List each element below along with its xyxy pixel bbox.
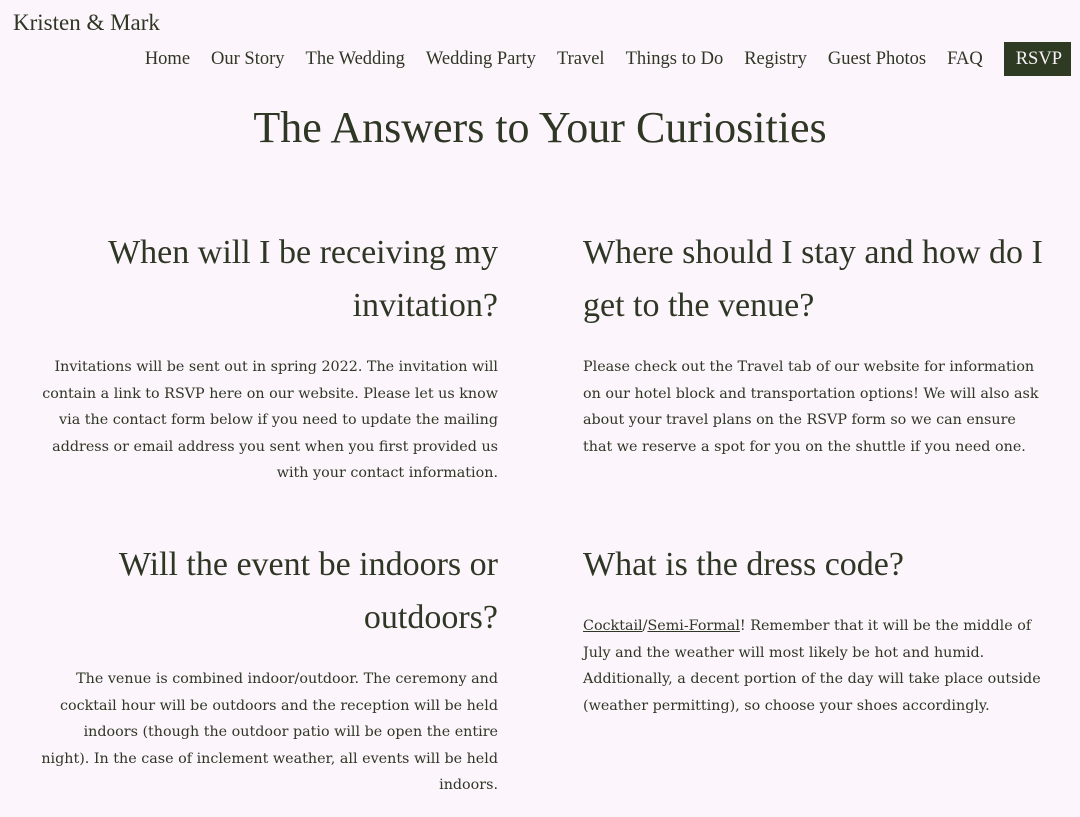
nav-item-registry[interactable]: Registry [744,49,807,69]
faq-item-travel [583,226,1045,460]
faq-answer [583,613,1045,719]
faq-answer: Please check out the Travel tab of our website for information on our hotel block and transportation options! We will also ask about your travel plans on the RSVP form so we can ensure that we reserve a spot for you on the shuttle if you need one. [583,359,1039,455]
nav-item-faq[interactable]: FAQ [947,49,983,69]
answer-text: ! Remember that it will be the middle of July and the weather will most likely be hot and humid. Additionally, a decent portion of the day will take place outside (weather permitting), so choose your shoes accordingly. [583,618,1041,714]
answer-separator: / [642,618,648,634]
faq-question: Will the event be indoors or outdoors? [118,546,498,636]
faq-item-indoors-outdoors [40,538,498,799]
nav-item-home[interactable]: Home [144,49,191,69]
semi-formal-link[interactable]: Semi-Formal [647,618,740,634]
nav-item-the-wedding[interactable]: The Wedding [305,49,405,69]
cocktail-link[interactable]: Cocktail [583,618,643,634]
faq-answer: The venue is combined indoor/outdoor. The ceremony and cocktail hour will be outdoors and the reception will be held indoors (though the outdoor patio will be open the entire night). In the case of inclement weather, all events will be held indoors. [41,671,498,794]
site-title-link[interactable]: Kristen & Mark [13,10,160,35]
nav-item-our-story[interactable]: Our Story [211,49,285,69]
nav-item-rsvp-button[interactable]: RSVP [1004,42,1071,76]
nav-item-wedding-party[interactable]: Wedding Party [425,49,536,69]
faq-item-dress-code [583,538,1045,719]
faq-question: What is the dress code? [583,546,904,583]
nav-item-things-to-do[interactable]: Things to Do [625,49,724,69]
faq-question: When will I be receiving my invitation? [108,234,498,324]
nav-item-travel[interactable]: Travel [556,49,605,69]
main-nav [124,42,1071,76]
faq-answer: Invitations will be sent out in spring 2022. The invitation will contain a link to RSVP here on our website. Please let us know via the contact form below if you need to update the mailing address or email address you sent when you first provided us with your contact information. [42,359,498,482]
nav-item-guest-photos[interactable]: Guest Photos [827,49,927,69]
faq-question: Where should I stay and how do I get to the venue? [583,234,1043,324]
faq-item-invitation [40,226,498,487]
page-title: The Answers to Your Curiosities [253,103,827,152]
